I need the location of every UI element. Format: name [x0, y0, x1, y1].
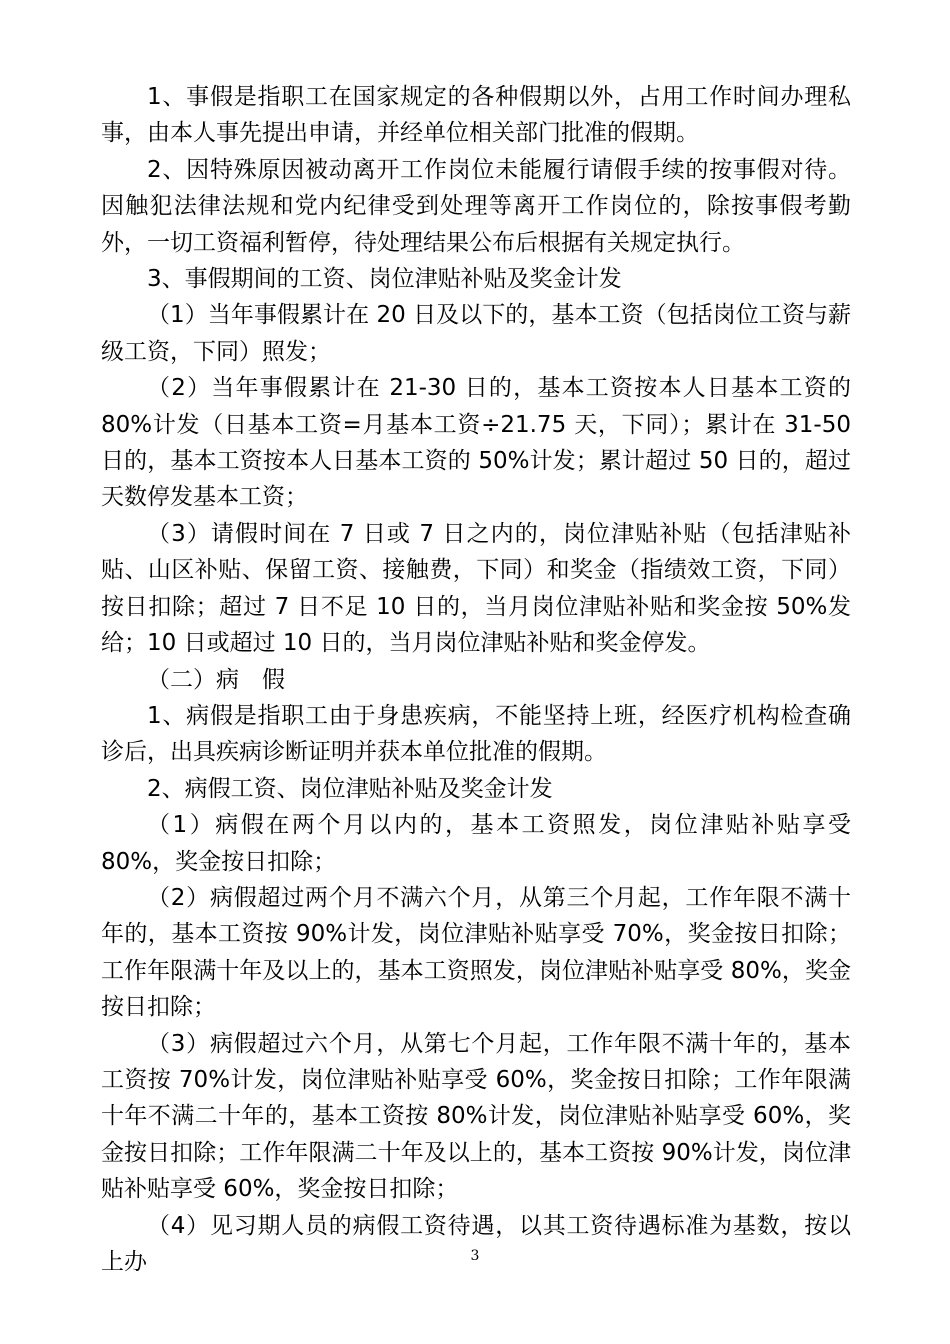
document-body [101, 79, 851, 1280]
paragraph: 2、病假工资、岗位津贴补贴及奖金计发 [147, 775, 553, 802]
paragraph: （2）当年事假累计在 21-30 日的，基本工资按本人日基本工资的 80%计发（日基本工资=月基本工资÷21.75 天，下同）；累计在 31-50 日的，基本工资按本人日基本工资的 50%计发；累计超过 50 日的，超过天数停发基本工资； [101, 375, 851, 511]
paragraph: （3）请假时间在 7 日或 7 日之内的，岗位津贴补贴（包括津贴补贴、山区补贴、保留工资、接触费，下同）和奖金（指绩效工资，下同）按日扣除；超过 7 日不足 10 日的，当月岗位津贴补贴和奖金按 50%发给；10 日或超过 10 日的，当月岗位津贴补贴和奖金停发。 [101, 520, 851, 657]
section-heading: （二）病 假 [147, 666, 285, 693]
page-number: 3 [470, 1248, 480, 1264]
paragraph: 1、事假是指职工在国家规定的各种假期以外，占用工作时间办理私事，由本人事先提出申请，并经单位相关部门批准的假期。 [101, 84, 851, 147]
paragraph: （1）当年事假累计在 20 日及以下的，基本工资（包括岗位工资与薪级工资，下同）照发； [101, 302, 851, 365]
paragraph: 3、事假期间的工资、岗位津贴补贴及奖金计发 [147, 266, 622, 293]
paragraph: （1）病假在两个月以内的，基本工资照发，岗位津贴补贴享受 80%，奖金按日扣除； [101, 812, 851, 875]
paragraph: （3）病假超过六个月，从第七个月起，工作年限不满十年的，基本工资按 70%计发，岗位津贴补贴享受 60%，奖金按日扣除；工作年限满十年不满二十年的，基本工资按 80%计发，岗位津贴补贴享受 60%，奖金按日扣除；工作年限满二十年及以上的，基本工资按 90%计发，岗位津贴补贴享受 60%，奖金按日扣除； [101, 1030, 851, 1203]
paragraph: （4）见习期人员的病假工资待遇，以其工资待遇标准为基数，按以上办 [101, 1212, 851, 1275]
paragraph: 2、因特殊原因被动离开工作岗位未能履行请假手续的按事假对待。因触犯法律法规和党内纪律受到处理等离开工作岗位的，除按事假考勤外，一切工资福利暂停，待处理结果公布后根据有关规定执行。 [101, 156, 851, 256]
paragraph: 1、病假是指职工由于身患疾病，不能坚持上班，经医疗机构检查确诊后，出具疾病诊断证明并获本单位批准的假期。 [101, 702, 851, 766]
paragraph: （2）病假超过两个月不满六个月，从第三个月起，工作年限不满十年的，基本工资按 90%计发，岗位津贴补贴享受 70%，奖金按日扣除；工作年限满十年及以上的，基本工资照发，岗位津贴补贴享受 80%，奖金按日扣除； [101, 884, 851, 1021]
